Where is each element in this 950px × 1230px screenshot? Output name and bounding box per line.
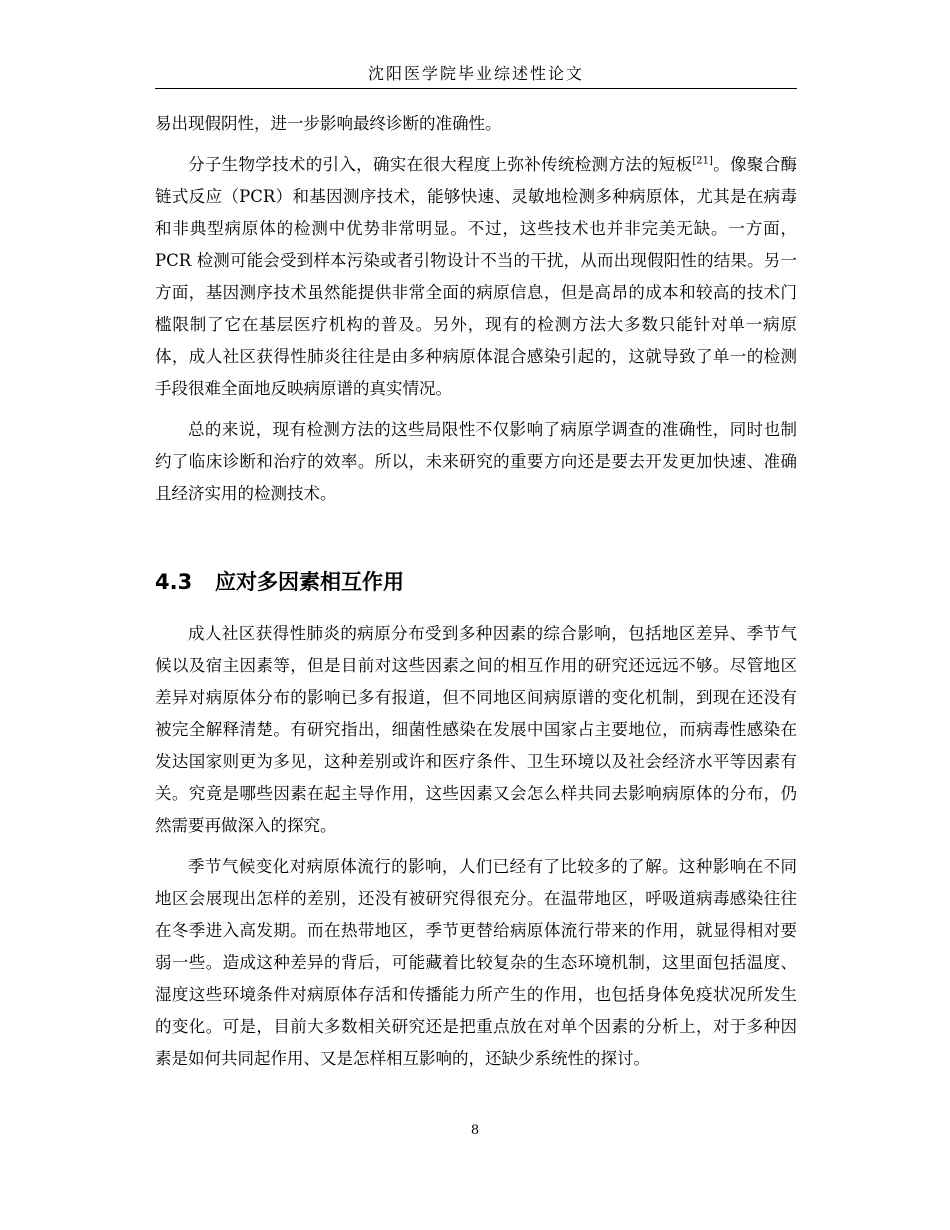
paragraph-molecular-techniques	[155, 149, 797, 405]
body-section-top	[155, 108, 797, 510]
section-title: 应对多因素相互作用	[215, 570, 404, 594]
paragraph-continuation: 易出现假阴性，进一步影响最终诊断的准确性。	[155, 114, 502, 133]
paragraph-multifactor: 成人社区获得性肺炎的病原分布受到多种因素的综合影响，包括地区差异、季节气候以及宿主因素等，但是目前对这些因素之间的相互作用的研究还远远不够。尽管地区差异对病原体分布的影响已多有报道，但不同地区间病原谱的变化机制，到现在还没有被完全解释清楚。有研究指出，细菌性感染在发展中国家占主要地位，而病毒性感染在发达国家则更为多见，这种差别或许和医疗条件、卫生环境以及社会经济水平等因素有关。究竟是哪些因素在起主导作用，这些因素又会怎么样共同去影响病原体的分布，仍然需要再做深入的探究。	[155, 624, 797, 835]
paragraph-text: 分子生物学技术的引入，确实在很大程度上弥补传统检测方法的短板	[188, 155, 693, 174]
paragraph-text: 。像聚合酶链式反应（PCR）和基因测序技术，能够快速、灵敏地检测多种病原体，尤其是在病毒和非典型病原体的检测中优势非常明显。不过，这些技术也并非完美无缺。一方面，PCR 检测可能会受到样本污染或者引物设计不当的干扰，从而出现假阳性的结果。另一方面，基因测序技术虽然能提供非常全面的病原信息，但是高昂的成本和较高的技术门槛限制了它在基层医疗机构的普及。另外，现有的检测方法大多数只能针对单一病原体，成人社区获得性肺炎往往是由多种病原体混合感染引起的，这就导致了单一的检测手段很难全面地反映病原谱的真实情况。	[155, 155, 798, 398]
body-section-bottom	[155, 618, 797, 1075]
paragraph-seasonal: 季节气候变化对病原体流行的影响，人们已经有了比较多的了解。这种影响在不同地区会展现出怎样的差别，还没有被研究得很充分。在温带地区，呼吸道病毒感染往往在冬季进入高发期。而在热带地区，季节更替给病原体流行带来的作用，就显得相对要弱一些。造成这种差异的背后，可能藏着比较复杂的生态环境机制，这里面包括温度、湿度这些环境条件对病原体存活和传播能力所产生的作用，也包括身体免疫状况所发生的变化。可是，目前大多数相关研究还是把重点放在对单个因素的分析上，对于多种因素是如何共同起作用、又是怎样相互影响的，还缺少系统性的探讨。	[155, 857, 797, 1068]
page-number: 8	[470, 1123, 480, 1138]
section-number: 4.3	[155, 570, 193, 594]
citation-reference: [21]	[692, 155, 713, 167]
section-heading	[155, 564, 797, 600]
header-divider	[155, 88, 797, 89]
running-header: 沈阳医学院毕业综述性论文	[367, 64, 584, 83]
paragraph-summary: 总的来说，现有检测方法的这些局限性不仅影响了病原学调查的准确性，同时也制约了临床诊断和治疗的效率。所以，未来研究的重要方向还是要去开发更加快速、准确且经济实用的检测技术。	[155, 420, 797, 503]
